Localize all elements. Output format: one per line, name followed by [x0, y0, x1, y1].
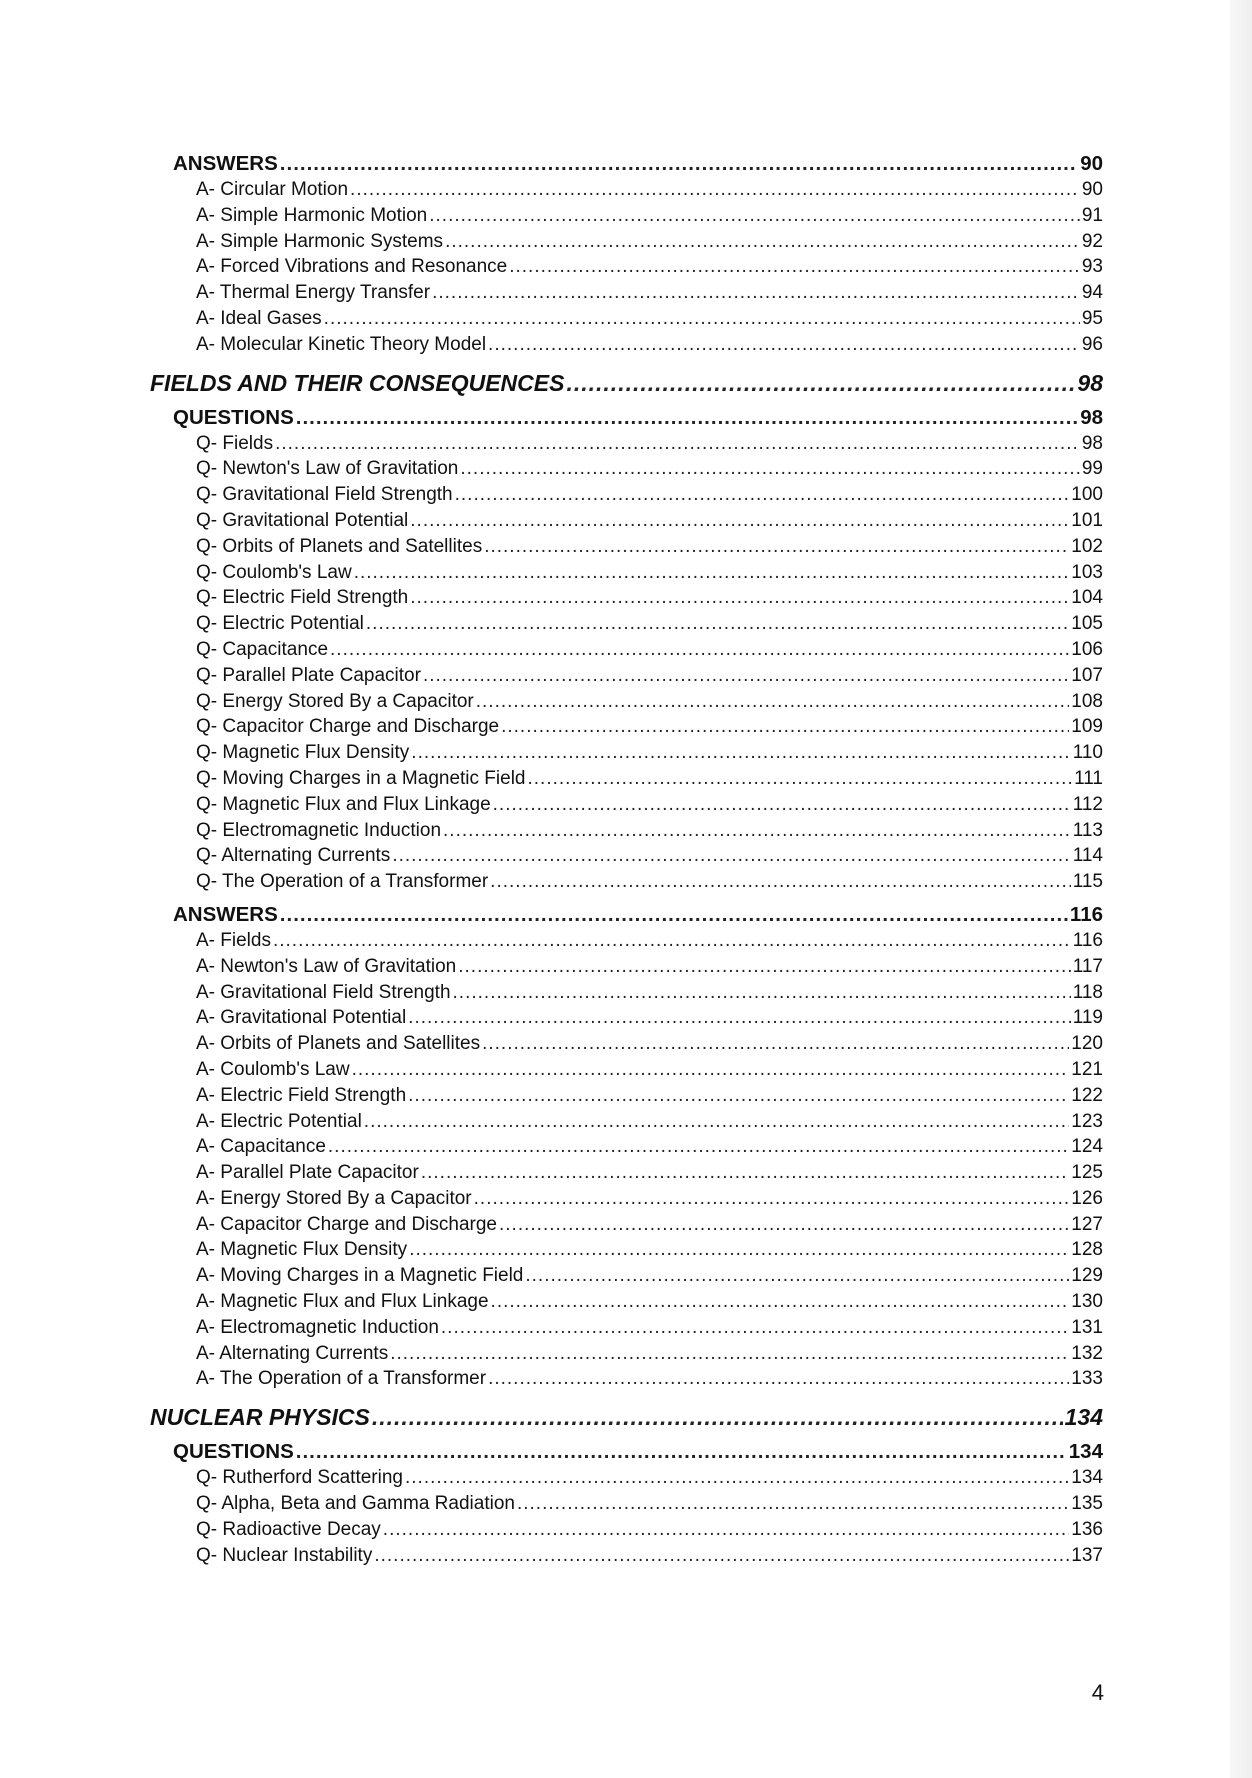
toc-entry[interactable] [150, 1083, 1103, 1109]
table-of-contents [150, 150, 1103, 1568]
toc-entry[interactable] [150, 1366, 1103, 1392]
dot-leader [488, 1366, 1069, 1392]
toc-entry-label: A- The Operation of a Transformer [196, 1368, 487, 1390]
toc-entry-label: Q- Parallel Plate Capacitor [196, 664, 421, 686]
toc-entry-label: A- Newton's Law of Gravitation [196, 955, 457, 977]
toc-entry-label: Q- The Operation of a Transformer [196, 871, 489, 893]
toc-entry-label: QUESTIONS [173, 1440, 294, 1464]
toc-entry-page-number: 123 [1071, 1110, 1103, 1132]
toc-entry-page-number: 137 [1071, 1544, 1103, 1566]
toc-entry-label: A- Forced Vibrations and Resonance [196, 256, 508, 278]
toc-entry-label: A- Simple Harmonic Motion [196, 204, 428, 226]
toc-entry-page-number: 136 [1071, 1518, 1103, 1540]
page-edge-shadow [1230, 0, 1252, 1778]
toc-entry-label: QUESTIONS [173, 405, 294, 429]
dot-leader [409, 1237, 1069, 1263]
dot-leader [501, 714, 1069, 740]
dot-leader [408, 1005, 1071, 1031]
toc-entry-page-number: 93 [1081, 256, 1103, 278]
toc-entry-page-number: 102 [1071, 535, 1103, 557]
toc-entry[interactable] [150, 1109, 1103, 1135]
toc-entry-label: A- Magnetic Flux and Flux Linkage [196, 1291, 489, 1313]
toc-entry-page-number: 116 [1072, 929, 1103, 951]
toc-entry-page-number: 107 [1071, 664, 1103, 686]
toc-entry[interactable] [150, 1237, 1103, 1263]
dot-leader [350, 177, 1080, 203]
toc-entry[interactable] [150, 1160, 1103, 1186]
toc-entry[interactable] [150, 482, 1103, 508]
toc-entry-label: A- Orbits of Planets and Satellites [196, 1033, 481, 1055]
toc-entry-page-number: 96 [1081, 333, 1103, 355]
toc-entry-label: A- Parallel Plate Capacitor [196, 1162, 419, 1184]
dot-leader [354, 560, 1070, 586]
toc-entry[interactable] [150, 332, 1103, 358]
toc-entry-label: A- Capacitance [196, 1136, 326, 1158]
toc-entry[interactable] [150, 1263, 1103, 1289]
toc-subsection-heading[interactable] [150, 150, 1103, 177]
dot-leader [432, 280, 1080, 306]
toc-entry[interactable] [150, 1491, 1103, 1517]
dot-leader [324, 306, 1080, 332]
toc-entry-page-number: 98 [1081, 432, 1103, 454]
toc-entry-page-number: 109 [1071, 716, 1103, 738]
toc-entry-page-number: 132 [1071, 1342, 1103, 1364]
toc-entry-label: Q- Electromagnetic Induction [196, 819, 442, 841]
toc-entry[interactable] [150, 637, 1103, 663]
toc-entry[interactable] [150, 792, 1103, 818]
toc-entry-label: Q- Fields [196, 432, 274, 454]
toc-entry[interactable] [150, 1341, 1103, 1367]
dot-leader [411, 740, 1070, 766]
toc-entry-page-number: 127 [1071, 1213, 1103, 1235]
toc-entry-label: Q- Capacitor Charge and Discharge [196, 716, 500, 738]
toc-entry-label: Q- Electric Field Strength [196, 587, 409, 609]
dot-leader [410, 508, 1069, 534]
toc-entry[interactable] [150, 560, 1103, 586]
toc-entry-label: Q- Gravitational Field Strength [196, 484, 453, 506]
dot-leader [484, 534, 1069, 560]
toc-entry-label: Q- Capacitance [196, 638, 329, 660]
toc-entry-page-number: 133 [1071, 1368, 1103, 1390]
toc-subsection-heading[interactable] [150, 901, 1103, 928]
dot-leader [410, 585, 1069, 611]
toc-entry-page-number: 111 [1074, 767, 1103, 789]
dot-leader [275, 431, 1080, 457]
toc-entry-page-number: 121 [1071, 1058, 1103, 1080]
dot-leader [517, 1491, 1069, 1517]
toc-entry[interactable] [150, 954, 1103, 980]
dot-leader [372, 1402, 1063, 1432]
toc-entry[interactable] [150, 229, 1103, 255]
toc-entry[interactable] [150, 431, 1103, 457]
dot-leader [527, 766, 1072, 792]
toc-entry[interactable] [150, 1186, 1103, 1212]
dot-leader [476, 689, 1070, 715]
toc-entry[interactable] [150, 1465, 1103, 1491]
toc-entry[interactable] [150, 663, 1103, 689]
dot-leader [458, 954, 1070, 980]
toc-entry-page-number: 134 [1071, 1467, 1103, 1489]
dot-leader [525, 1263, 1069, 1289]
toc-entry[interactable] [150, 534, 1103, 560]
dot-leader [366, 611, 1069, 637]
toc-subsection-heading[interactable] [150, 404, 1103, 431]
toc-section-heading[interactable] [150, 1402, 1103, 1432]
dot-leader [296, 1438, 1067, 1465]
dot-leader [460, 456, 1080, 482]
dot-leader [445, 229, 1080, 255]
toc-entry-page-number: 129 [1071, 1265, 1103, 1287]
toc-entry[interactable] [150, 508, 1103, 534]
toc-entry-label: NUCLEAR PHYSICS [150, 1404, 370, 1431]
toc-entry-page-number: 115 [1072, 871, 1103, 893]
toc-entry-label: Q- Energy Stored By a Capacitor [196, 690, 474, 712]
dot-leader [273, 928, 1071, 954]
toc-entry-label: Q- Nuclear Instability [196, 1544, 373, 1566]
dot-leader [280, 901, 1068, 928]
toc-entry-page-number: 98 [1080, 405, 1103, 429]
toc-entry-label: A- Gravitational Field Strength [196, 981, 451, 1003]
toc-entry-label: A- Electric Potential [196, 1110, 362, 1132]
toc-entry-label: Q- Orbits of Planets and Satellites [196, 535, 483, 557]
dot-leader [482, 1031, 1069, 1057]
dot-leader [474, 1186, 1070, 1212]
dot-leader [405, 1465, 1069, 1491]
toc-entry-page-number: 95 [1081, 307, 1103, 329]
toc-entry-page-number: 103 [1071, 561, 1103, 583]
toc-entry[interactable] [150, 1031, 1103, 1057]
toc-entry[interactable] [150, 1289, 1103, 1315]
toc-entry[interactable] [150, 843, 1103, 869]
toc-entry-label: A- Moving Charges in a Magnetic Field [196, 1265, 524, 1287]
toc-entry[interactable] [150, 1543, 1103, 1569]
toc-entry[interactable] [150, 1057, 1103, 1083]
toc-entry-label: A- Magnetic Flux Density [196, 1239, 408, 1261]
toc-entry-label: A- Simple Harmonic Systems [196, 230, 444, 252]
dot-leader [488, 332, 1080, 358]
toc-entry-label: A- Gravitational Potential [196, 1007, 407, 1029]
toc-entry-label: A- Coulomb's Law [196, 1058, 350, 1080]
toc-entry-page-number: 98 [1077, 369, 1103, 396]
toc-entry-label: A- Capacitor Charge and Discharge [196, 1213, 497, 1235]
toc-entry-label: ANSWERS [173, 902, 278, 926]
page-number: 4 [1091, 1680, 1104, 1705]
toc-entry[interactable] [150, 766, 1103, 792]
dot-leader [490, 869, 1071, 895]
dot-leader [280, 150, 1078, 177]
toc-entry-label: Q- Moving Charges in a Magnetic Field [196, 767, 526, 789]
toc-entry-page-number: 112 [1072, 793, 1103, 815]
toc-entry[interactable] [150, 869, 1103, 895]
toc-entry-page-number: 116 [1069, 902, 1103, 926]
toc-entry[interactable] [150, 280, 1103, 306]
dot-leader [566, 368, 1075, 398]
toc-entry-page-number: 105 [1071, 613, 1103, 635]
toc-entry[interactable] [150, 203, 1103, 229]
dot-leader [364, 1109, 1070, 1135]
toc-entry-page-number: 120 [1071, 1033, 1103, 1055]
toc-entry-label: A- Electromagnetic Induction [196, 1316, 439, 1338]
toc-entry[interactable] [150, 1134, 1103, 1160]
toc-entry-page-number: 108 [1071, 690, 1103, 712]
toc-section-heading[interactable] [150, 368, 1103, 398]
toc-entry[interactable] [150, 306, 1103, 332]
toc-entry-page-number: 91 [1081, 204, 1103, 226]
dot-leader [441, 1315, 1069, 1341]
dot-leader [390, 1341, 1069, 1367]
toc-entry-page-number: 104 [1071, 587, 1103, 609]
toc-entry-page-number: 126 [1071, 1187, 1103, 1209]
toc-entry-label: Q- Magnetic Flux Density [196, 742, 410, 764]
toc-entry-label: Q- Coulomb's Law [196, 561, 352, 583]
toc-entry-page-number: 128 [1071, 1239, 1103, 1261]
toc-entry[interactable] [150, 254, 1103, 280]
toc-entry-page-number: 101 [1071, 509, 1103, 531]
dot-leader [443, 818, 1071, 844]
dot-leader [429, 203, 1080, 229]
toc-entry-page-number: 90 [1080, 152, 1103, 175]
dot-leader [408, 1083, 1069, 1109]
dot-leader [296, 404, 1078, 431]
toc-entry-label: A- Energy Stored By a Capacitor [196, 1187, 472, 1209]
toc-entry-label: Q- Rutherford Scattering [196, 1467, 403, 1489]
toc-entry[interactable] [150, 980, 1103, 1006]
toc-entry[interactable] [150, 740, 1103, 766]
toc-entry[interactable] [150, 928, 1103, 954]
toc-entry[interactable] [150, 456, 1103, 482]
toc-entry[interactable] [150, 1212, 1103, 1238]
toc-entry-label: Q- Alpha, Beta and Gamma Radiation [196, 1493, 515, 1515]
dot-leader [509, 254, 1080, 280]
toc-entry[interactable] [150, 177, 1103, 203]
toc-entry-page-number: 100 [1071, 484, 1103, 506]
toc-entry[interactable] [150, 689, 1103, 715]
toc-entry-label: ANSWERS [173, 152, 278, 175]
toc-entry-label: A- Molecular Kinetic Theory Model [196, 333, 487, 355]
dot-leader [374, 1543, 1069, 1569]
toc-entry[interactable] [150, 611, 1103, 637]
toc-entry-page-number: 113 [1072, 819, 1103, 841]
dot-leader [421, 1160, 1069, 1186]
dot-leader [352, 1057, 1070, 1083]
dot-leader [493, 792, 1071, 818]
toc-entry-page-number: 106 [1071, 638, 1103, 660]
toc-entry[interactable] [150, 1315, 1103, 1341]
toc-entry-page-number: 117 [1072, 955, 1103, 977]
toc-entry-page-number: 135 [1071, 1493, 1103, 1515]
dot-leader [383, 1517, 1070, 1543]
toc-entry-page-number: 99 [1081, 458, 1103, 480]
toc-entry[interactable] [150, 714, 1103, 740]
toc-entry[interactable] [150, 818, 1103, 844]
toc-entry-label: A- Fields [196, 929, 271, 951]
toc-entry-label: Q- Gravitational Potential [196, 509, 409, 531]
toc-entry-label: A- Alternating Currents [196, 1342, 389, 1364]
toc-entry[interactable] [150, 585, 1103, 611]
toc-entry-page-number: 92 [1081, 230, 1103, 252]
toc-entry[interactable] [150, 1517, 1103, 1543]
toc-entry-label: A- Ideal Gases [196, 307, 322, 329]
toc-entry-page-number: 125 [1071, 1162, 1103, 1184]
toc-entry-label: A- Thermal Energy Transfer [196, 282, 431, 304]
toc-entry-label: Q- Newton's Law of Gravitation [196, 458, 459, 480]
toc-entry-label: A- Circular Motion [196, 179, 349, 200]
dot-leader [330, 637, 1069, 663]
dot-leader [328, 1134, 1069, 1160]
toc-entry-label: FIELDS AND THEIR CONSEQUENCES [150, 369, 565, 396]
dot-leader [423, 663, 1069, 689]
toc-entry-page-number: 114 [1072, 845, 1103, 867]
toc-entry-label: Q- Magnetic Flux and Flux Linkage [196, 793, 491, 815]
toc-entry-label: Q- Radioactive Decay [196, 1518, 381, 1540]
toc-entry-page-number: 130 [1071, 1291, 1103, 1313]
toc-entry-page-number: 110 [1072, 742, 1103, 764]
dot-leader [453, 980, 1071, 1006]
toc-entry-page-number: 122 [1071, 1084, 1103, 1106]
dot-leader [491, 1289, 1070, 1315]
toc-entry[interactable] [150, 1005, 1103, 1031]
toc-entry-page-number: 94 [1081, 282, 1103, 304]
toc-entry-label: A- Electric Field Strength [196, 1084, 407, 1106]
toc-entry-page-number: 124 [1071, 1136, 1103, 1158]
toc-subsection-heading[interactable] [150, 1438, 1103, 1465]
toc-entry-label: Q- Electric Potential [196, 613, 364, 635]
toc-entry-page-number: 119 [1072, 1007, 1103, 1029]
toc-entry-page-number: 131 [1071, 1316, 1103, 1338]
toc-entry-page-number: 134 [1068, 1440, 1103, 1464]
dot-leader [455, 482, 1070, 508]
dot-leader [392, 843, 1070, 869]
toc-entry-page-number: 134 [1064, 1404, 1103, 1431]
toc-entry-page-number: 118 [1072, 981, 1103, 1003]
dot-leader [499, 1212, 1069, 1238]
toc-entry-page-number: 90 [1081, 179, 1103, 200]
toc-entry-label: Q- Alternating Currents [196, 845, 391, 867]
